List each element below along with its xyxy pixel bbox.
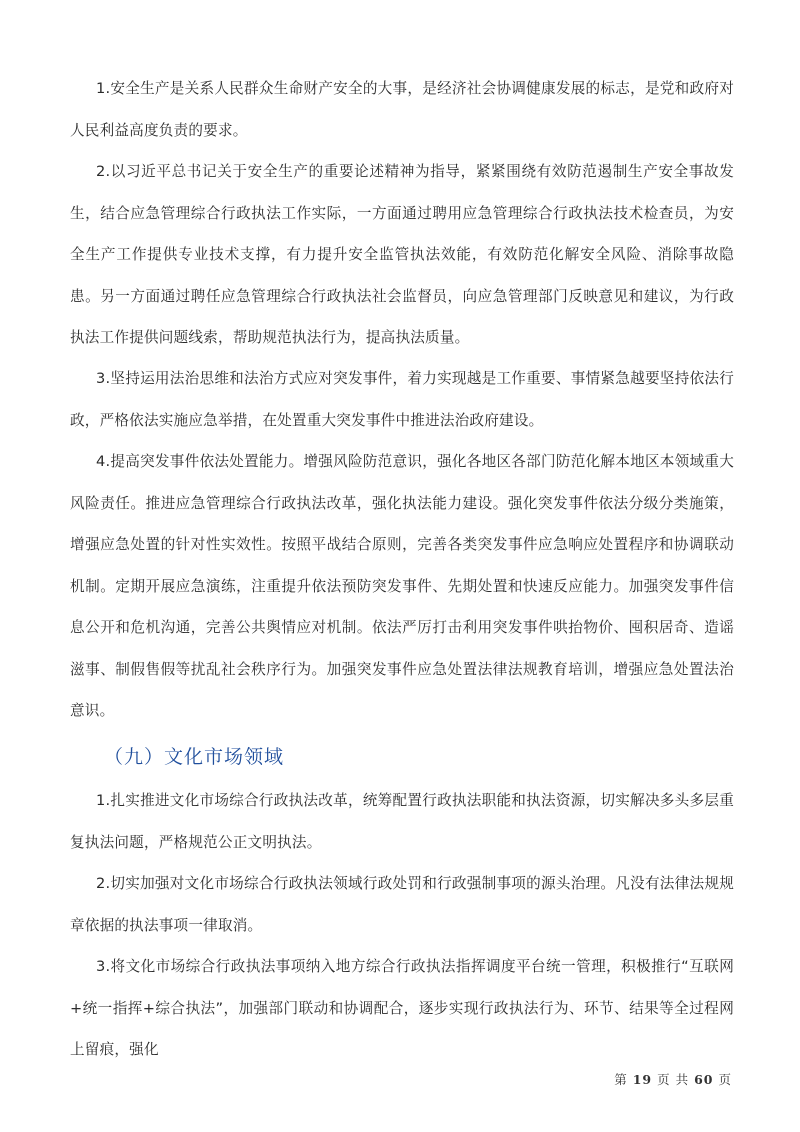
- footer-prefix: 第: [614, 1072, 628, 1087]
- paragraph-culture-1: 1.扎实推进文化市场综合行政执法改革，统筹配置行政执法职能和执法资源，切实解决多头多层重复执法问题，严格规范公正文明执法。: [70, 792, 734, 851]
- paragraph-safety-2: 2.以习近平总书记关于安全生产的重要论述精神为指导，紧紧围绕有效防范遏制生产安全事故发生，结合应急管理综合行政执法工作实际，一方面通过聘用应急管理综合行政执法技术检查员，为安全生产工作提供专业技术支撑，有力提升安全监管执法效能，有效防范化解安全风险、消除事故隐患。另一方面通过聘任应急管理综合行政执法社会监督员，向应急管理部门反映意见和建议，为行政执法工作提供问题线索，帮助规范执法行为，提高执法质量。: [70, 163, 734, 346]
- paragraph-safety-4: 4.提高突发事件依法处置能力。增强风险防范意识，强化各地区各部门防范化解本地区本领域重大风险责任。推进应急管理综合行政执法改革，强化执法能力建设。强化突发事件依法分级分类施策，增强应急处置的针对性实效性。按照平战结合原则，完善各类突发事件应急响应处置程序和协调联动机制。定期开展应急演练，注重提升依法预防突发事件、先期处置和快速反应能力。加强突发事件信息公开和危机沟通，完善公共舆情应对机制。依法严厉打击利用突发事件哄抬物价、囤积居奇、造谣滋事、制假售假等扰乱社会秩序行为。加强突发事件应急处置法律法规教育培训，增强应急处置法治意识。: [70, 453, 734, 719]
- total-page-count: 60: [694, 1072, 714, 1087]
- paragraph-culture-3: 3.将文化市场综合行政执法事项纳入地方综合行政执法指挥调度平台统一管理，积极推行“互联网+统一指挥+综合执法”，加强部门联动和协调配合，逐步实现行政执法行为、环节、结果等全过程网上留痕，强化: [70, 958, 734, 1058]
- footer-middle: 页 共: [657, 1072, 690, 1087]
- section-heading-culture-market: （九）文化市场领域: [104, 746, 285, 768]
- footer-suffix: 页: [718, 1072, 732, 1087]
- paragraph-safety-1: 1.安全生产是关系人民群众生命财产安全的大事，是经济社会协调健康发展的标志，是党和政府对人民利益高度负责的要求。: [70, 80, 734, 139]
- paragraph-safety-3: 3.坚持运用法治思维和法治方式应对突发事件，着力实现越是工作重要、事情紧急越要坚持依法行政，严格依法实施应急举措，在处置重大突发事件中推进法治政府建设。: [70, 370, 734, 429]
- paragraph-culture-2: 2.切实加强对文化市场综合行政执法领域行政处罚和行政强制事项的源头治理。凡没有法律法规规章依据的执法事项一律取消。: [70, 875, 734, 934]
- current-page-number: 19: [632, 1072, 653, 1087]
- page-number-footer: [614, 1070, 732, 1088]
